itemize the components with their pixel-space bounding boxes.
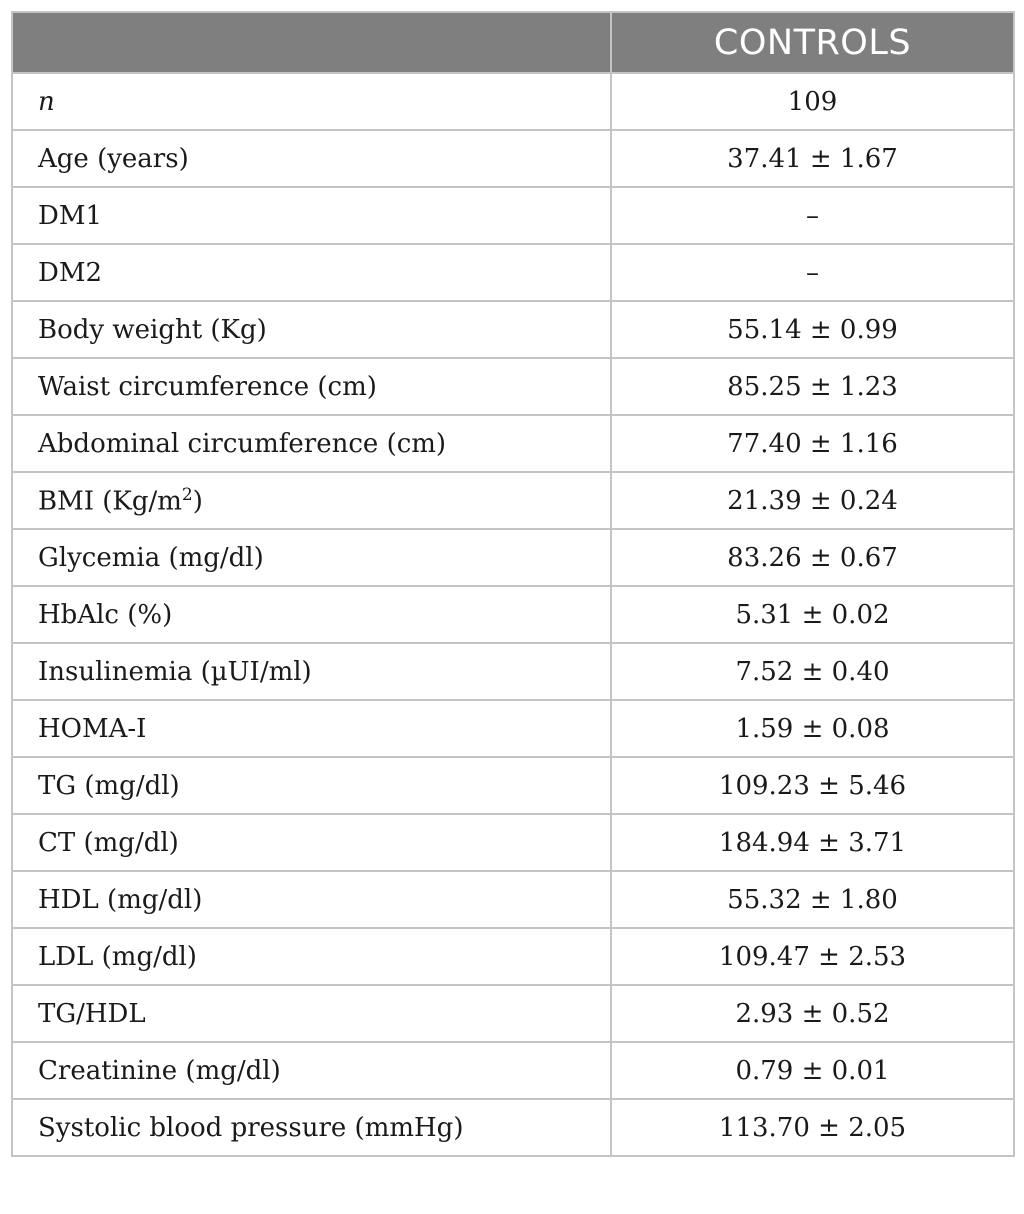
row-label [12,187,611,244]
row-value: 184.94 ± 3.71 [611,814,1014,871]
row-value: 83.26 ± 0.67 [611,529,1014,586]
table-row [12,73,1014,130]
row-label [12,301,611,358]
row-label-text: Abdominal circumference (cm) [38,428,447,459]
row-value: 109.23 ± 5.46 [611,757,1014,814]
row-label-text: DM2 [38,257,103,288]
table-row [12,586,1014,643]
table-row [12,700,1014,757]
row-value: 7.52 ± 0.40 [611,643,1014,700]
row-label-superscript: 2 [181,484,193,505]
table-row [12,301,1014,358]
row-value: 109 [611,73,1014,130]
table-row [12,643,1014,700]
row-label [12,244,611,301]
row-label [12,985,611,1042]
row-label-text: Glycemia (mg/dl) [38,542,264,573]
row-value: 21.39 ± 0.24 [611,472,1014,529]
table-row [12,928,1014,985]
row-label [12,529,611,586]
row-label-text: Age (years) [38,143,189,174]
row-label [12,871,611,928]
row-label-text: LDL (mg/dl) [38,941,197,972]
table-header [12,12,1014,73]
row-label-suffix: ) [192,486,203,517]
row-label [12,814,611,871]
table-row [12,529,1014,586]
row-value: 5.31 ± 0.02 [611,586,1014,643]
row-value: – [611,244,1014,301]
row-value: 109.47 ± 2.53 [611,928,1014,985]
controls-table [11,11,1015,1157]
row-label-text: TG/HDL [38,998,146,1029]
row-value: 85.25 ± 1.23 [611,358,1014,415]
table-row [12,1099,1014,1156]
table-row [12,871,1014,928]
table-row [12,472,1014,529]
table-row [12,814,1014,871]
table-row [12,985,1014,1042]
table-row [12,187,1014,244]
row-label-text: HOMA-I [38,713,147,744]
table-row [12,358,1014,415]
row-label-text: DM1 [38,200,103,231]
table-body [12,73,1014,1156]
row-label [12,130,611,187]
row-value: 113.70 ± 2.05 [611,1099,1014,1156]
row-label [12,586,611,643]
row-value: 2.93 ± 0.52 [611,985,1014,1042]
header-controls: CONTROLS [611,12,1014,73]
row-label [12,757,611,814]
row-value: – [611,187,1014,244]
row-label [12,73,611,130]
row-label [12,472,611,529]
row-label-text: HDL (mg/dl) [38,884,203,915]
row-label [12,928,611,985]
row-label [12,1042,611,1099]
row-value: 55.14 ± 0.99 [611,301,1014,358]
row-label [12,700,611,757]
row-label-text: TG (mg/dl) [38,770,180,801]
row-value: 77.40 ± 1.16 [611,415,1014,472]
row-label-text: Body weight (Kg) [38,314,267,345]
table-row [12,415,1014,472]
row-label [12,643,611,700]
row-label-text: Waist circumference (cm) [38,371,377,402]
row-label-text: n [38,86,55,117]
row-label-text: Creatinine (mg/dl) [38,1055,281,1086]
table-row [12,130,1014,187]
row-value: 0.79 ± 0.01 [611,1042,1014,1099]
row-value: 1.59 ± 0.08 [611,700,1014,757]
header-label-column [12,12,611,73]
row-label-text: BMI (Kg/m [38,486,182,517]
row-label-text: Insulinemia (µUI/ml) [38,656,312,687]
row-label-text: CT (mg/dl) [38,827,179,858]
table-row [12,244,1014,301]
row-value: 55.32 ± 1.80 [611,871,1014,928]
row-label-text: HbAlc (%) [38,599,173,630]
row-label [12,1099,611,1156]
row-value: 37.41 ± 1.67 [611,130,1014,187]
row-label [12,415,611,472]
table-row [12,757,1014,814]
row-label [12,358,611,415]
header-row [12,12,1014,73]
row-label-text: Systolic blood pressure (mmHg) [38,1112,464,1143]
table-row [12,1042,1014,1099]
